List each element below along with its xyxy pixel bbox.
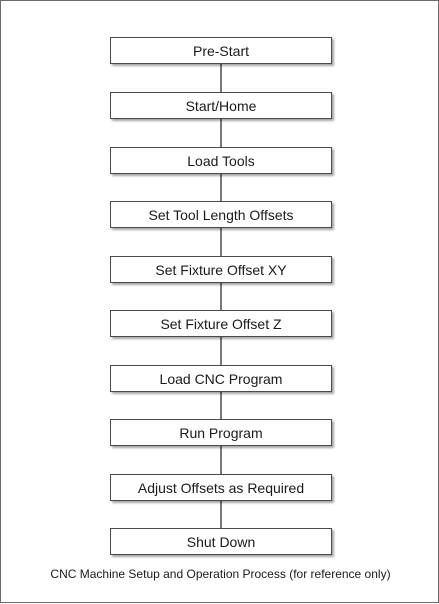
step-label: Pre-Start [192, 42, 249, 59]
step-start-home [110, 92, 332, 119]
step-set-fixture-offset-z [110, 310, 332, 337]
step-set-tool-length-offsets [110, 201, 332, 228]
step-shut-down [110, 528, 332, 555]
step-label: Set Fixture Offset Z [160, 315, 282, 332]
step-label: Start/Home [185, 97, 257, 114]
step-adjust-offsets [110, 474, 332, 501]
step-label: Load CNC Program [159, 370, 283, 387]
step-pre-start [110, 37, 332, 64]
step-label: Shut Down [186, 533, 256, 550]
diagram-caption: CNC Machine Setup and Operation Process (for reference only) [50, 567, 391, 581]
step-load-cnc-program [110, 365, 332, 392]
step-label: Adjust Offsets as Required [137, 479, 305, 496]
step-run-program [110, 419, 332, 446]
step-label: Set Tool Length Offsets [148, 206, 294, 223]
step-label: Load Tools [187, 152, 255, 169]
step-label: Set Fixture Offset XY [155, 261, 287, 278]
step-load-tools [110, 147, 332, 174]
step-label: Run Program [179, 424, 263, 441]
step-set-fixture-offset-xy [110, 256, 332, 283]
